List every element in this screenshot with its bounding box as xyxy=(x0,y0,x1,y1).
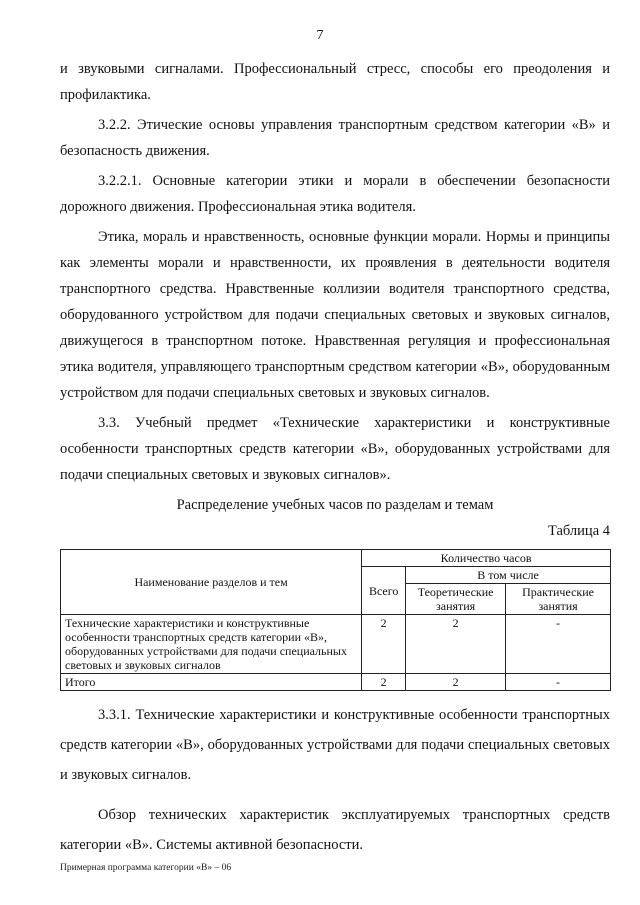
table-total-row xyxy=(61,674,611,691)
page-number: 7 xyxy=(316,28,324,43)
row-theory: 2 xyxy=(406,615,506,674)
header-theory: Теоретические занятия xyxy=(406,584,506,615)
row-total: 2 xyxy=(362,674,406,691)
section-heading: 3.3.1. Технические характеристики и конструктивные особенности транспортных средств категории «В», оборудованных устройствами для подачи специальных световых и звуковых сигналов. xyxy=(60,707,610,783)
row-total: 2 xyxy=(362,615,406,674)
row-name: Итого xyxy=(61,674,362,691)
section-heading: 3.2.2. Этические основы управления транспортным средством категории «В» и безопасность движения. xyxy=(60,117,610,159)
header-including: В том числе xyxy=(406,567,611,584)
paragraph: Этика, мораль и нравственность, основные функции морали. Нормы и принципы как элементы морали и нравственности, их проявления в деятельности водителя транспортного средства. Нравственные коллизии водителя транспортного средства, оборудованного устройством для подачи специальных световых и звуковых сигналов, движущегося в транспортном потоке. Нравственная регуляция и профессиональная этика водителя, управляющего транспортным средством категории «В», оборудованным устройством для подачи специальных световых и звуковых сигналов. xyxy=(60,229,610,401)
footer: Примерная программа категории «В» – 06 xyxy=(60,863,232,873)
table-row xyxy=(61,615,611,674)
header-total: Всего xyxy=(362,567,406,615)
header-practice: Практические занятия xyxy=(506,584,611,615)
after-table-text xyxy=(60,700,610,870)
header-name: Наименование разделов и тем xyxy=(61,550,362,615)
section-heading: 3.3. Учебный предмет «Технические характеристики и конструктивные особенности транспортных средств категории «В», оборудованных устройствами для подачи специальных световых и звуковых сигналов». xyxy=(60,415,610,483)
hours-table xyxy=(60,549,611,691)
table-label: Таблица 4 xyxy=(547,523,610,539)
row-practice: - xyxy=(506,674,611,691)
paragraph: Обзор технических характеристик эксплуатируемых транспортных средств категории «В». Системы активной безопасности. xyxy=(60,807,610,853)
row-name: Технические характеристики и конструктивные особенности транспортных средств категории «В», оборудованных устройствами для подачи специальных световых и звуковых сигналов xyxy=(61,615,362,674)
row-theory: 2 xyxy=(406,674,506,691)
paragraph: и звуковыми сигналами. Профессиональный стресс, способы его преодоления и профилактика. xyxy=(60,61,610,103)
table-caption: Распределение учебных часов по разделам и темам xyxy=(176,497,494,513)
section-heading: 3.2.2.1. Основные категории этики и морали в обеспечении безопасности дорожного движения. Профессиональная этика водителя. xyxy=(60,173,610,215)
header-hours: Количество часов xyxy=(362,550,611,567)
row-practice: - xyxy=(506,615,611,674)
body-text xyxy=(60,56,610,544)
